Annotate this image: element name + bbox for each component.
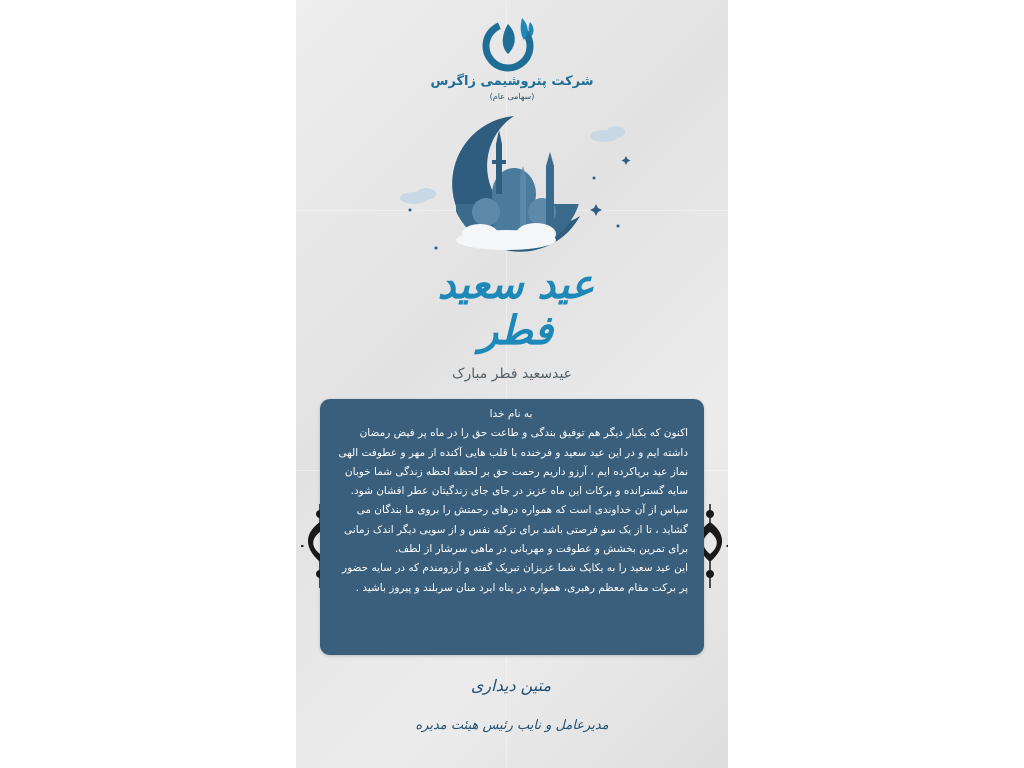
company-type: (سهامی عام)	[489, 92, 535, 101]
message-paragraph: این عید سعید را به یکایک شما عزیزان تبریک گفته و آرزومندم که در سایه حضور پر برکت مقام معظم رهبری، همواره در پناه ایرد منان سربلند و پیروز باشید .	[342, 562, 688, 594]
crescent-moon-mosque-icon	[396, 108, 636, 258]
greeting-card	[296, 0, 728, 768]
signature-name: متین دیداری	[470, 676, 552, 695]
signature-title: مدیرعامل و نایب رئیس هیئت مدیره	[415, 718, 609, 733]
zagros-petrochemical-logo-icon	[478, 10, 542, 74]
company-name: شرکت پتروشیمی زاگرس	[430, 74, 594, 89]
message-box	[320, 399, 704, 655]
eid-calligraphy: عید سعید فطر	[437, 261, 595, 354]
message-paragraph: سپاس از آن خداوندی است که همواره درهای رحمتش را بروی ما بندگان می گشاید ، تا از یک سو فرصتی باشد برای تزکیه نفس و از سویی دیگر اندک زمانی برای تمرین بخشش و عطوفت و مهربانی در ماهی سرشار از لطف.	[344, 504, 688, 556]
greeting-subtitle: عیدسعید فطر مبارک	[451, 366, 573, 382]
message-heading: به نام خدا	[489, 408, 533, 420]
message-paragraph: اکنون که یکبار دیگر هم توفیق بندگی و طاعت حق را در ماه پر فیض رمضان داشته ایم و در این عید سعید و فرخنده با قلب هایی آکنده از مهر و عطوفت الهی نماز عید برپاکرده ایم ، آرزو داریم رحمت حق بر لحظه لحظه زندگی شما خوبان سایه گسترانده و برکات این ماه عزیز در جای جای زندگیتان عطر افشان شود.	[338, 427, 688, 498]
